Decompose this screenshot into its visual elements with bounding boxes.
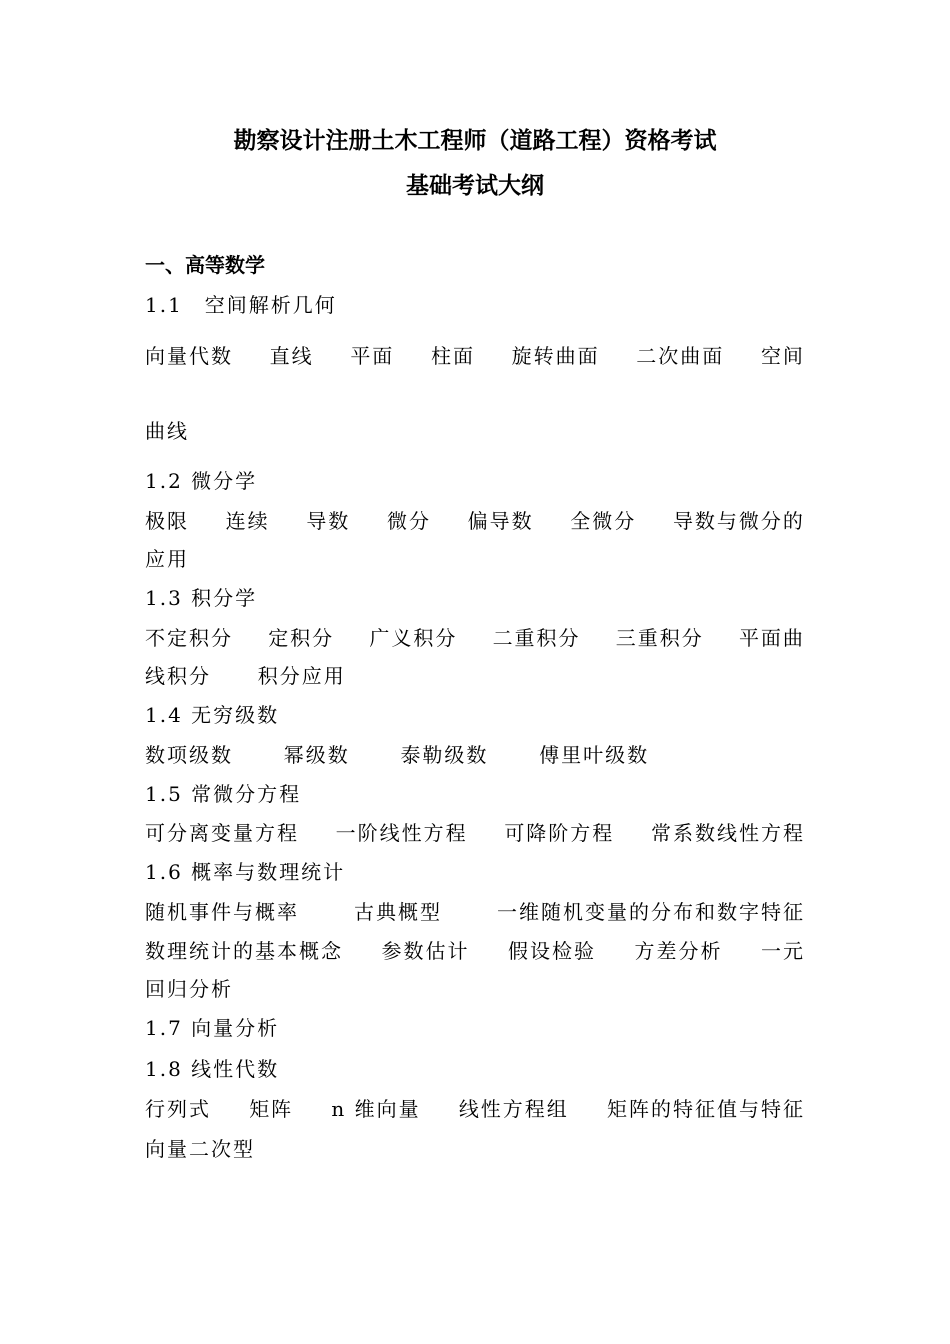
term-row <box>145 663 346 689</box>
term: 微分 <box>386 509 431 533</box>
term: 导数与微分的 <box>672 509 805 533</box>
term: 数项级数 <box>145 743 233 767</box>
section-heading-1-8: 1.8 线性代数 <box>145 1057 280 1081</box>
term-row <box>145 938 805 964</box>
term: n 维向量 <box>331 1097 421 1121</box>
term: 空间 <box>760 344 805 368</box>
term: 一维随机变量的分布和数字特征 <box>497 900 805 924</box>
term: 定积分 <box>268 626 335 650</box>
term: 可分离变量方程 <box>145 821 299 845</box>
term: 假设检验 <box>508 939 596 963</box>
term: 线性方程组 <box>458 1097 569 1121</box>
term: 平面曲 <box>738 626 805 650</box>
term-row <box>145 343 805 369</box>
section-heading-1-5: 1.5 常微分方程 <box>145 782 302 806</box>
term: 平面 <box>350 344 395 368</box>
term: 广义积分 <box>369 626 458 650</box>
term: 行列式 <box>145 1097 211 1121</box>
term-row <box>145 625 805 651</box>
term: 柱面 <box>430 344 475 368</box>
term: 常系数线性方程 <box>650 821 805 845</box>
term: 参数估计 <box>381 939 470 963</box>
term-row <box>145 820 805 846</box>
term: 积分应用 <box>257 664 346 688</box>
term: 导数 <box>306 509 351 533</box>
term: 一元 <box>761 939 805 963</box>
term-row <box>145 742 649 768</box>
term: 矩阵的特征值与特征 <box>607 1097 805 1121</box>
term: 极限 <box>145 509 189 533</box>
section-heading-1-7: 1.7 向量分析 <box>145 1016 280 1040</box>
section-heading-1-4: 1.4 无穷级数 <box>145 703 280 727</box>
term: 古典概型 <box>354 900 442 924</box>
document-title: 勘察设计注册土木工程师（道路工程）资格考试 <box>233 128 717 154</box>
term: 直线 <box>269 344 314 368</box>
term-row-continuation: 应用 <box>145 547 189 571</box>
term: 一阶线性方程 <box>335 821 468 845</box>
term-row-continuation: 向量二次型 <box>145 1137 255 1161</box>
term-row-continuation: 回归分析 <box>145 977 233 1001</box>
chapter-heading-math: 一、高等数学 <box>145 253 265 277</box>
term-row <box>145 508 805 534</box>
term: 可降阶方程 <box>504 821 615 845</box>
term: 二重积分 <box>492 626 581 650</box>
term: 偏导数 <box>467 509 534 533</box>
section-heading-1-3: 1.3 积分学 <box>145 586 258 610</box>
term: 二次曲面 <box>636 344 725 368</box>
term: 全微分 <box>570 509 637 533</box>
term: 连续 <box>225 509 270 533</box>
term: 旋转曲面 <box>511 344 600 368</box>
term: 泰勒级数 <box>400 743 489 767</box>
term: 线积分 <box>145 664 211 688</box>
term: 矩阵 <box>249 1097 294 1121</box>
term: 幂级数 <box>283 743 350 767</box>
document-subtitle: 基础考试大纲 <box>406 173 544 199</box>
term: 不定积分 <box>145 626 233 650</box>
section-heading-1-1: 1.1 空间解析几何 <box>145 293 337 317</box>
term: 随机事件与概率 <box>145 900 299 924</box>
term: 三重积分 <box>615 626 704 650</box>
term: 数理统计的基本概念 <box>145 939 343 963</box>
term: 向量代数 <box>145 344 233 368</box>
term-row <box>145 1096 805 1122</box>
term: 方差分析 <box>634 939 723 963</box>
term-row-continuation: 曲线 <box>145 419 189 443</box>
section-heading-1-6: 1.6 概率与数理统计 <box>145 860 346 884</box>
section-heading-1-2: 1.2 微分学 <box>145 469 258 493</box>
term: 傅里叶级数 <box>539 743 650 767</box>
term-row <box>145 899 805 925</box>
